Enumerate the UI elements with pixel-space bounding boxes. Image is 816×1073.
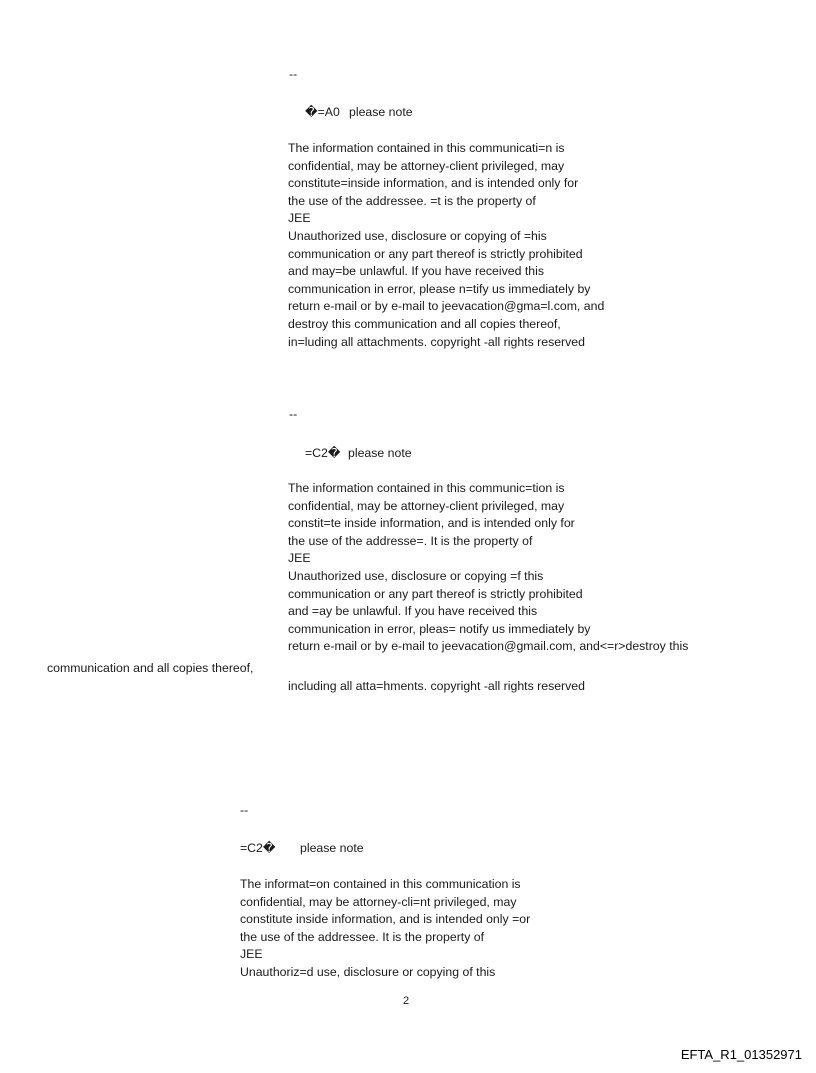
block3-line: the use of the addressee. It is the property of [240, 929, 485, 944]
block2-last-line: including all atta=hments. copyright -all rights reserved [288, 679, 585, 693]
block2-note-label: please note [348, 446, 412, 460]
block1-separator: -- [289, 67, 298, 81]
block3-line: JEE [240, 947, 263, 962]
block3-disclaimer [240, 876, 530, 982]
page-number: 2 [403, 995, 410, 1007]
block1-disclaimer [288, 140, 604, 351]
block3-note-label: please note [300, 841, 364, 855]
block1-line: communication in error, please n=tify us immediately by [288, 281, 591, 296]
block1-line: destroy this communication and all copies thereof, [288, 316, 561, 331]
block2-line: JEE [288, 551, 311, 566]
block1-line: return e-mail or by e-mail to jeevacation@gma=l.com, and [288, 299, 605, 314]
block2-line: and =ay be unlawful. If you have received this [288, 604, 538, 619]
block1-line: The information contained in this communicati=n is [288, 141, 565, 155]
block2-line: communication or any part thereof is strictly prohibited [288, 586, 583, 601]
block2-line: Unauthorized use, disclosure or copying =f this [288, 568, 544, 583]
document-id: EFTA_R1_01352971 [680, 1047, 802, 1062]
block3-line: constitute inside information, and is intended only =or [240, 912, 531, 927]
block1-line: confidential, may be attorney-client privileged, may [288, 158, 565, 173]
block2-note-prefix: =C2� [305, 446, 341, 460]
block1-line: JEE [288, 211, 311, 226]
block2-line: the use of the addresse=. It is the property of [288, 533, 533, 548]
block2-line: The information contained in this communic=tion is [288, 481, 565, 495]
block2-line: constit=te inside information, and is intended only for [288, 516, 575, 531]
block1-line: and may=be unlawful. If you have received this [288, 264, 544, 279]
block3-line: The informat=on contained in this communication is [240, 877, 521, 891]
block3-note-prefix: =C2� [240, 841, 276, 855]
block3-line: confidential, may be attorney-cli=nt privileged, may [240, 894, 517, 909]
block2-line: communication in error, pleas= notify us immediately by [288, 621, 591, 636]
block2-overflow-line: communication and all copies thereof, [47, 661, 254, 675]
block1-line: Unauthorized use, disclosure or copying of =his [288, 228, 547, 243]
block3-line: Unauthoriz=d use, disclosure or copying of this [240, 964, 496, 979]
block1-line: the use of the addressee. =t is the property of [288, 193, 536, 208]
block1-line: communication or any part thereof is strictly prohibited [288, 246, 583, 261]
block1-note-prefix: �=A0 [305, 105, 340, 119]
block2-line: return e-mail or by e-mail to jeevacation@gmail.com, and<=r>destroy this [288, 639, 689, 654]
block3-separator: -- [240, 803, 249, 817]
block1-note-label: please note [349, 105, 413, 119]
block2-separator: -- [289, 407, 298, 421]
block2-disclaimer [288, 480, 688, 656]
block2-line: confidential, may be attorney-client privileged, may [288, 498, 565, 513]
block1-line: constitute=inside information, and is intended only for [288, 176, 579, 191]
block1-line: in=luding all attachments. copyright -all rights reserved [288, 334, 585, 349]
